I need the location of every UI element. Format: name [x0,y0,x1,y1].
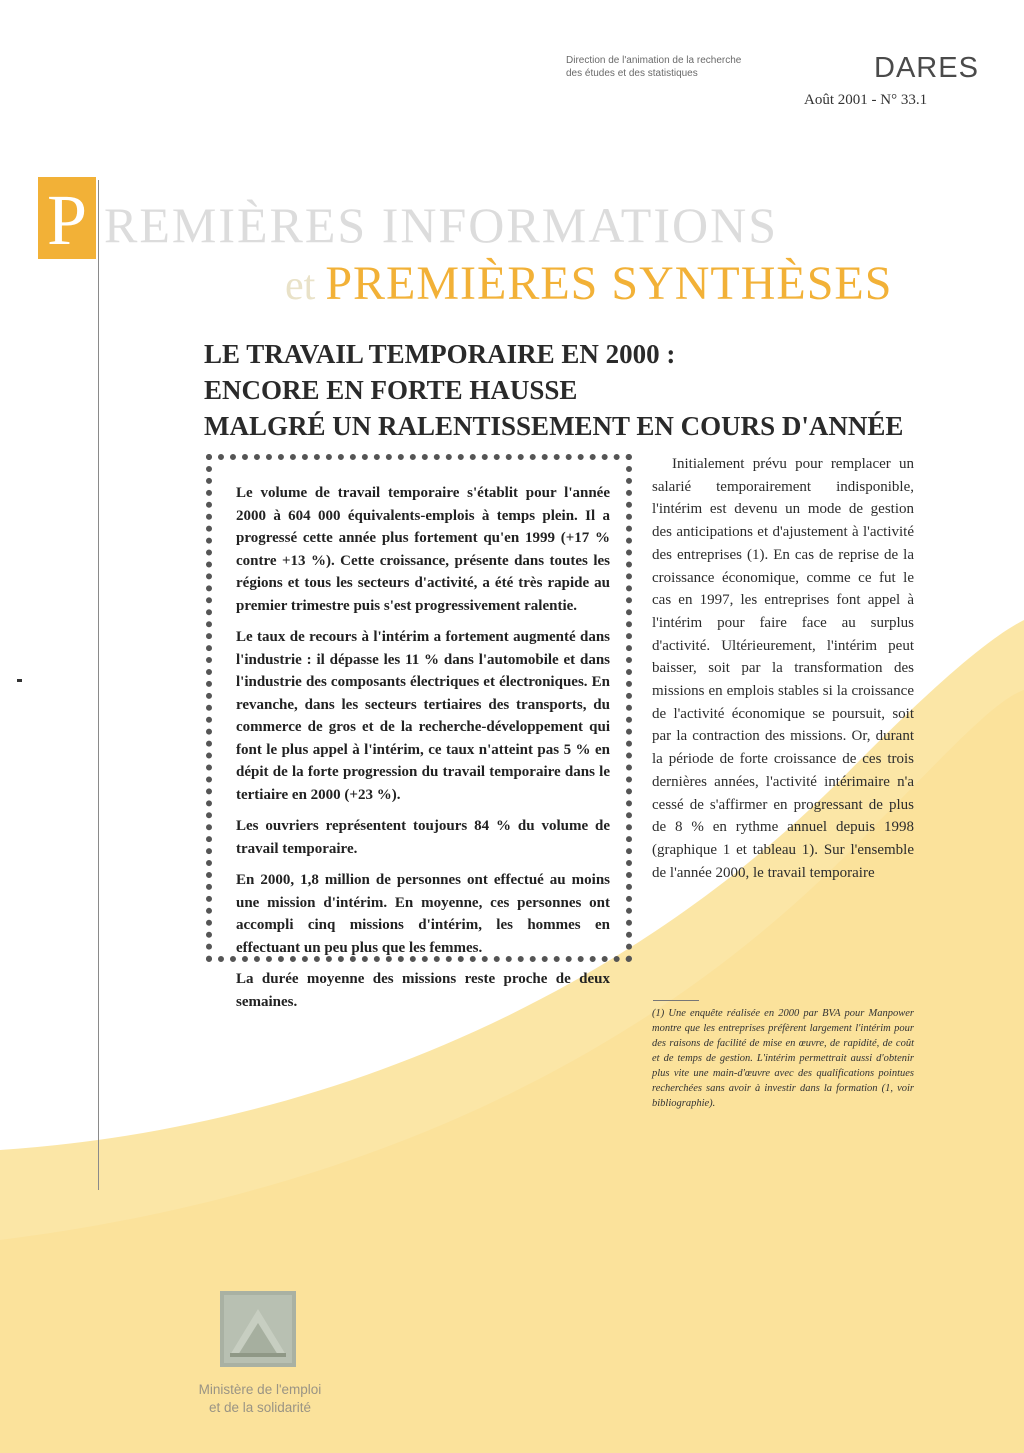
summary-paragraph: La durée moyenne des missions reste proche de deux semaines. [236,971,610,1010]
title-line-2: ENCORE EN FORTE HAUSSE [204,375,578,405]
body-column [652,453,914,884]
series-subtitle: PREMIÈRES SYNTHÈSES [325,257,893,310]
series-title-line-1: REMIÈRES INFORMATIONS [104,197,779,253]
ministry-line-2: et de la solidarité [208,1400,312,1415]
summary-box [206,454,632,1010]
series-initial-letter: P [46,180,88,260]
header-organization [566,54,816,80]
org-line-1: Direction de l'animation de la recherche [566,55,742,66]
summary-paragraph: Le taux de recours à l'intérim a fortement augmenté dans l'industrie : il dépasse les 11 % dans l'automobile et dans l'industrie des composants électriques et électroniques. En revanche, dans les secteurs tertiaires des transports, du commerce de gros et de la recherche-développement qui font le plus appel à l'intérim, ce taux n'atteint pas 5 % en dépit de la forte progression du travail temporaire dans le tertiaire en 2000 (+23 %). [236,629,610,803]
org-line-2: des études et des statistiques [566,68,698,79]
summary-paragraph: En 2000, 1,8 million de personnes ont effectué au moins une mission d'intérim. En moyenne, ces personnes ont accompli cinq missions d'intérim, les hommes en effectuant un peu plus que les femmes. [236,872,610,956]
summary-paragraph: Le volume de travail temporaire s'établit pour l'année 2000 à 604 000 équivalents-emplois à temps plein. Il a progressé cette année plus fortement qu'en 1999 (+17 % contre +13 %). Cette croissance, présente dans toutes les régions et tous les secteurs d'activité, a été très rapide au premier trimestre puis s'est progressivement ralentie. [236,485,610,614]
brand-dares: DARES [874,52,979,84]
ministry-line-1: Ministère de l'emploi [198,1382,322,1397]
series-title-line-2 [285,256,892,311]
margin-mark [17,679,22,682]
ministry-logo-icon [220,1291,296,1367]
issue-date-number: Août 2001 - N° 33.1 [804,92,928,108]
ministry-name [160,1381,360,1417]
title-line-1: LE TRAVAIL TEMPORAIRE EN 2000 : [204,339,676,369]
summary-paragraph: Les ouvriers représentent toujours 84 % du volume de travail temporaire. [236,818,610,857]
series-connector: et [285,263,316,309]
margin-rule [98,180,99,1190]
footnote: (1) Une enquête réalisée en 2000 par BVA pour Manpower montre que les entreprises préfèrent largement l'intérim pour des raisons de facilité de mise en œuvre, de rapidité, de coût et de temps de gestion. L'intérim permettrait aussi d'obtenir plus vite une main-d'œuvre avec des qualifications pointues recherchées sans avoir à investir dans la formation (1, voir bibliographie). [652,1008,914,1109]
article-title [204,336,903,444]
summary-text [236,482,610,1022]
footnote-rule [653,1000,699,1001]
title-line-3: MALGRÉ UN RALENTISSEMENT EN COURS D'ANNÉE [204,411,904,441]
body-paragraph: Initialement prévu pour remplacer un salarié temporairement indisponible, l'intérim est devenu un mode de gestion des anticipations et d'ajustement à l'activité des entreprises (1). En cas de reprise de la croissance économique, comme ce fut le cas en 1997, les entreprises font appel à l'intérim pour faire face au surplus d'activité. Ultérieurement, l'intérim peut baisser, soit par la transformation des missions en emplois stables si la croissance de l'activité économique se poursuit, soit par la contraction des missions. Or, durant la période de forte croissance de ces trois dernières années, l'activité intérimaire n'a cessé de s'affirmer en progressant de plus de 8 % en rythme annuel depuis 1998 (graphique 1 et tableau 1). Sur l'ensemble de l'année 2000, le travail temporaire [652,456,914,881]
